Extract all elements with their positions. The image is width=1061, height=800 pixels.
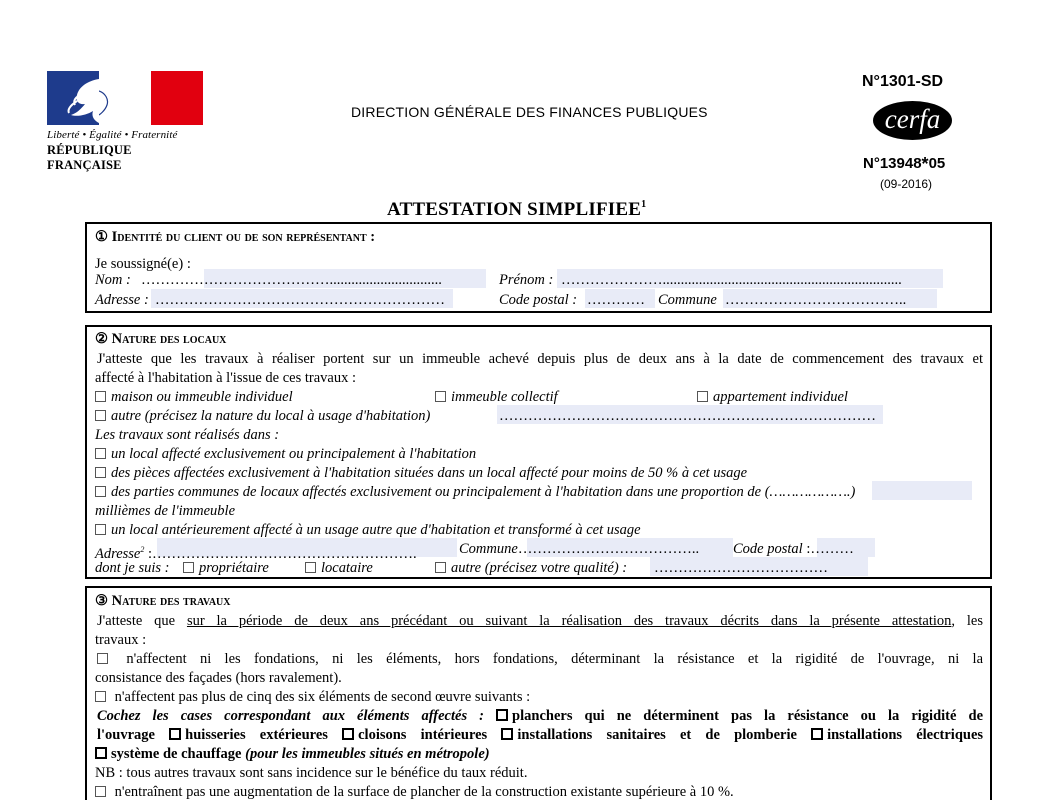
option-surface[interactable]: n'entraînent pas une augmentation de la surface de plancher de la construction existante supérieure à 10 %.: [95, 783, 734, 800]
intro-text: J'atteste que les travaux à réaliser portent sur un immeuble achevé depuis plus de deux ans à la date de commencement des travaux et: [97, 351, 983, 367]
checkbox[interactable]: [169, 728, 181, 740]
fondations-text-2: consistance des façades (hors ravalement).: [95, 670, 342, 686]
checkbox[interactable]: [95, 410, 106, 421]
adresse-dots: ……………………………………………………: [155, 292, 445, 308]
checkbox[interactable]: [95, 486, 106, 497]
option-collectif[interactable]: immeuble collectif: [435, 388, 558, 407]
option-pieces[interactable]: des pièces affectées exclusivement à l'habitation situées dans un local affecté pour moins de 50 % à cet usage: [95, 464, 747, 483]
republic-flag-icon: [47, 71, 203, 125]
checkbox[interactable]: [183, 562, 194, 573]
commune-label: Commune………………………………..: [459, 541, 700, 557]
option-autre-qualite[interactable]: autre (précisez votre qualité) :: [435, 559, 627, 578]
option-proprietaire[interactable]: propriétaire: [183, 559, 269, 578]
option-parties-communes[interactable]: des parties communes de locaux affectés exclusivement ou principalement à l'habitation dans une proportion de (……………….): [95, 483, 855, 502]
code-postal-dots: …………: [587, 292, 645, 308]
republic-motto: Liberté • Égalité • Fraternité: [47, 129, 178, 141]
checkbox[interactable]: [95, 691, 106, 702]
nom-label: Nom :: [95, 272, 131, 288]
checkbox[interactable]: [95, 448, 106, 459]
section-heading: ① Identité du client ou de son représentant :: [95, 229, 376, 245]
nb-text: NB : tous autres travaux sont sans incidence sur le bénéfice du taux réduit.: [95, 765, 528, 781]
adresse-label: Adresse$^2$ :……………………………………………….: [95, 545, 417, 562]
cerfa-logo: cerfa: [873, 101, 952, 140]
form-number: N°1301-SD: [862, 73, 944, 90]
soussigne-label: Je soussigné(e) :: [95, 256, 191, 272]
elements-line: l'ouvrage huisseries extérieures cloisons intérieures installations sanitaires et de plomberie installations électriques: [97, 727, 984, 743]
checkbox[interactable]: [342, 728, 354, 740]
commune-dots: ………………………………..: [725, 292, 907, 308]
option-maison[interactable]: maison ou immeuble individuel: [95, 388, 293, 407]
intro-text-2: travaux :: [95, 632, 147, 648]
option-anterieur[interactable]: un local antérieurement affecté à un usage autre que d'habitation et transformé à cet usage: [95, 521, 641, 540]
checkbox[interactable]: [496, 709, 508, 721]
option-cinq-elements[interactable]: n'affectent pas plus de cinq des six éléments de second œuvre suivants :: [95, 688, 530, 707]
marianne-logo: [47, 71, 205, 173]
checkbox[interactable]: [435, 391, 446, 402]
checkbox[interactable]: [811, 728, 823, 740]
section-heading: ② Nature des locaux: [95, 331, 227, 347]
prenom-label: Prénom :: [499, 272, 554, 288]
dont-label: dont je suis :: [95, 560, 170, 576]
section-heading: ③ Nature des travaux: [95, 593, 231, 609]
code-postal-label: Code postal :: [499, 292, 578, 308]
checkbox[interactable]: [697, 391, 708, 402]
autre-nature-dots: ……………………………………………………………………: [499, 408, 876, 424]
section-identity: [85, 222, 992, 313]
option-local[interactable]: un local affecté exclusivement ou principalement à l'habitation: [95, 445, 476, 464]
checkbox[interactable]: [95, 786, 106, 797]
milliemes-label: millièmes de l'immeuble: [95, 503, 236, 519]
section-nature-locaux: [85, 325, 992, 579]
cerfa-number: N°13948*05: [863, 154, 946, 174]
intro-text: J'atteste que sur la période de deux ans précédant ou suivant la réalisation des travaux décrits dans la présente attestation, les: [97, 613, 984, 629]
cochez-label: Cochez les cases correspondant aux éléments affectés :: [97, 708, 484, 724]
option-autre[interactable]: autre (précisez la nature du local à usage d'habitation): [95, 407, 430, 426]
checkbox[interactable]: [305, 562, 316, 573]
checkbox[interactable]: [97, 653, 108, 664]
page-title: ATTESTATION SIMPLIFIEE$^1$: [387, 199, 647, 220]
nom-dots: …………………………………...............................: [141, 272, 442, 288]
prenom-dots: …………………..................................................................: [561, 272, 902, 288]
adresse-label: Adresse :: [95, 292, 149, 308]
form-date: (09-2016): [880, 177, 933, 191]
cochez-line: Cochez les cases correspondant aux éléments affectés : planchers qui ne déterminent pas la résistance ou la rigidité de: [97, 708, 984, 724]
option-locataire[interactable]: locataire: [305, 559, 373, 578]
realises-label: Les travaux sont réalisés dans :: [95, 427, 280, 443]
checkbox[interactable]: [95, 524, 106, 535]
commune-label: Commune: [658, 292, 717, 308]
checkbox[interactable]: [501, 728, 513, 740]
republic-name: RÉPUBLIQUE FRANÇAISE: [47, 143, 132, 172]
qualite-dots: ………………………………: [654, 560, 828, 576]
dgfip-heading: DIRECTION GÉNÉRALE DES FINANCES PUBLIQUES: [351, 104, 708, 120]
option-appartement[interactable]: appartement individuel: [697, 388, 848, 407]
element-chauffage[interactable]: système de chauffage (pour les immeubles situés en métropole): [95, 745, 490, 764]
code-postal-label: Code postal :………: [733, 541, 854, 557]
checkbox[interactable]: [435, 562, 446, 573]
checkbox[interactable]: [95, 391, 106, 402]
proportion-field[interactable]: [872, 481, 972, 500]
checkbox[interactable]: [95, 467, 106, 478]
intro-text-2: affecté à l'habitation à l'issue de ces travaux :: [95, 370, 357, 386]
option-fondations[interactable]: n'affectent ni les fondations, ni les éléments, hors fondations, déterminant la résistance et la rigidité de l'ouvrage, ni la: [97, 650, 983, 669]
section-nature-travaux: [85, 586, 992, 800]
checkbox[interactable]: [95, 747, 107, 759]
